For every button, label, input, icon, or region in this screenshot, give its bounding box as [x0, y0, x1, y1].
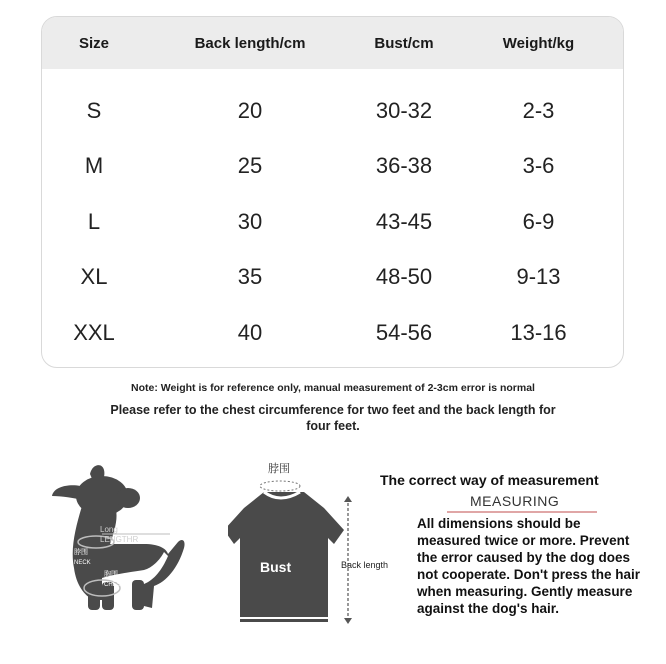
table-row — [42, 250, 623, 306]
bust-label: Bust — [260, 559, 292, 575]
cell-back-length: 40 — [237, 319, 263, 345]
cell-bust: 43-45 — [375, 208, 433, 234]
length-label: LENGTHR — [100, 535, 139, 544]
cell-weight: 9-13 — [516, 264, 561, 290]
table-row — [42, 194, 623, 250]
weight-note: Note: Weight is for reference only, manual measurement of 2-3cm error is normal — [131, 382, 535, 394]
cell-weight: 6-9 — [522, 208, 555, 234]
cell-bust: 36-38 — [375, 153, 433, 179]
dog-measurement-diagram — [40, 456, 200, 616]
shirt-neck-cn-label: 脖围 — [268, 463, 290, 475]
measurement-title: The correct way of measurement — [380, 472, 599, 488]
cell-weight: 3-6 — [522, 153, 555, 179]
header-size: Size — [78, 34, 109, 52]
cell-bust: 48-50 — [375, 264, 433, 290]
cell-weight: 13-16 — [510, 319, 567, 345]
cell-weight: 2-3 — [522, 97, 555, 123]
cell-back-length: 35 — [237, 264, 263, 290]
cell-bust: 30-32 — [375, 97, 433, 123]
table-header-row — [42, 17, 623, 69]
chest-cn-label: 胸围 — [104, 571, 118, 578]
arrow-down-icon — [344, 618, 352, 624]
table-row — [42, 83, 623, 139]
neck-cn-label: 脖围 — [74, 549, 88, 556]
cell-back-length: 20 — [237, 97, 263, 123]
cell-size: XL — [80, 264, 108, 290]
long-label: Long — [100, 525, 118, 534]
subtitle-underline — [447, 511, 597, 513]
neck-ring-icon — [260, 481, 300, 491]
measurement-subtitle: MEASURING — [470, 493, 560, 509]
cell-size: XXL — [73, 319, 115, 345]
measure-note: Please refer to the chest circumference for two feet and the back length for four feet. — [110, 403, 556, 433]
header-bust: Bust/cm — [374, 34, 434, 52]
cell-bust: 54-56 — [375, 319, 433, 345]
header-weight: Weight/kg — [502, 34, 575, 52]
size-chart-table — [41, 16, 624, 368]
chest-label: CHEST — [104, 582, 125, 588]
cell-size: S — [86, 97, 102, 123]
neck-label: NECK — [74, 560, 91, 566]
cell-back-length: 30 — [237, 208, 263, 234]
shirt-icon — [228, 492, 344, 622]
arrow-up-icon — [344, 496, 352, 502]
table-row — [42, 305, 623, 361]
measurement-instructions: All dimensions should be measured twice or more. Prevent the error caused by the dog does not cooperate. Don't press the hair when measuring. Gently measure against the dog's hair. — [417, 516, 640, 616]
cell-size: L — [87, 208, 101, 234]
cell-back-length: 25 — [237, 153, 263, 179]
header-back-length: Back length/cm — [194, 34, 306, 52]
back-length-label: Back length — [341, 560, 389, 570]
table-body — [42, 69, 623, 361]
cell-size: M — [84, 153, 104, 179]
table-row — [42, 139, 623, 195]
